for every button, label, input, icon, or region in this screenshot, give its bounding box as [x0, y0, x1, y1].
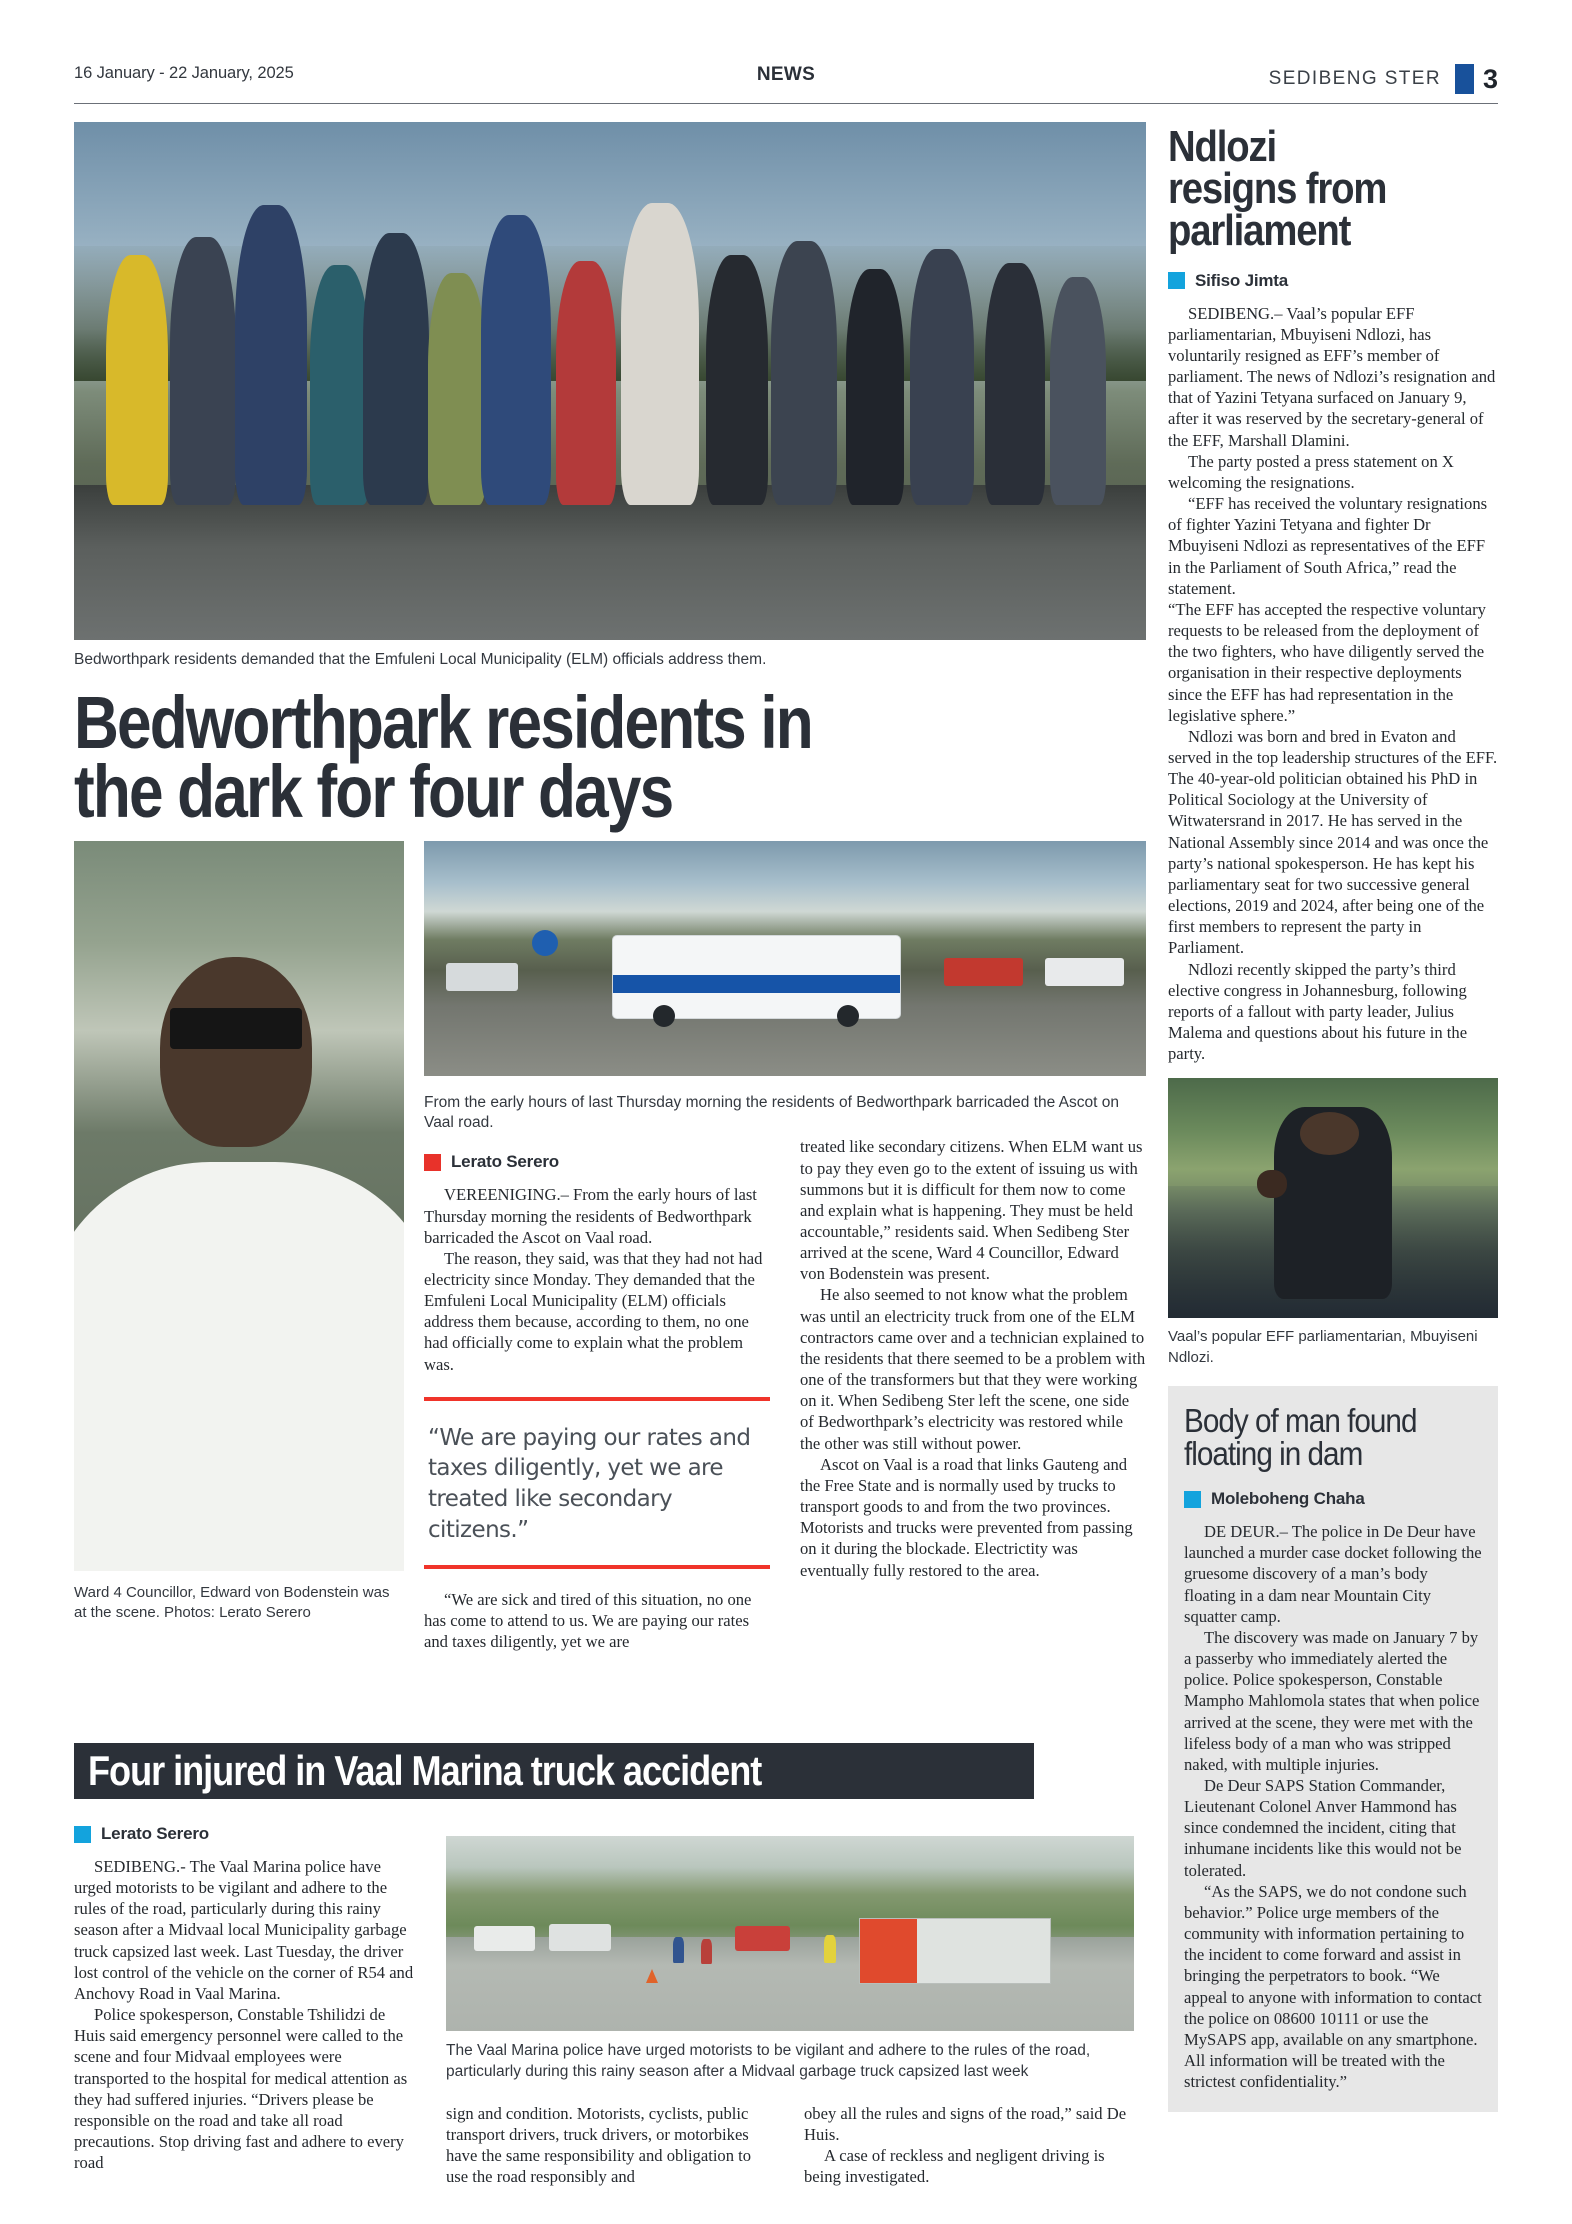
dam-story-headline [1184, 1401, 1482, 1473]
sunglasses-icon [170, 1008, 302, 1048]
paragraph: A case of reckless and negligent driving is being investigated. [804, 2146, 1105, 2187]
truck-photo-caption: The Vaal Marina police have urged motorists to be vigilant and adhere to the rules of the road, particularly during this rainy season after a Midvaal garbage truck capsized last week [446, 2042, 1091, 2081]
crowd-figure [1050, 277, 1106, 505]
byline-lerato-serero-bottom [74, 1824, 414, 1844]
byline-lerato-serero [424, 1152, 770, 1172]
bottom-story-column-2 [446, 2103, 774, 2188]
dam-article-body [1184, 1521, 1482, 2092]
parked-vehicle [474, 1926, 536, 1951]
right-sidebar-column [1168, 122, 1498, 2112]
raised-fist-icon [1257, 1170, 1287, 1199]
crowd-figure [428, 273, 486, 505]
paragraph: The reason, they said, was that they had not had electricity since Monday. They demanded that the Emfuleni Local Municipality (ELM) officials address them because, according to them, no one had officially come to explain what the problem was. [424, 1248, 763, 1374]
masthead-right-group [1269, 64, 1498, 94]
parked-car [1045, 958, 1124, 986]
paragraph: Police spokesperson, Constable Tshilidzi de Huis said emergency personnel were called to the scene and four Midvaal employees were transported to the hospital for medical attention as they had suffered injuries. “Drivers please be responsible on the road and take all road precautions. Stop driving fast and adhere to every road [74, 2005, 408, 2173]
byline-author-name: Moleboheng Chaha [1211, 1489, 1365, 1509]
pull-quote-text: “We are paying our rates and taxes diligently, yet we are treated like secondary citizens.” [428, 1424, 751, 1543]
hero-photo-protest-crowd [74, 122, 1146, 640]
paragraph: obey all the rules and signs of the road,” said De Huis. [804, 2104, 1127, 2145]
person-figure [824, 1935, 836, 1963]
police-vehicle [612, 935, 901, 1020]
police-officer-figure [363, 233, 429, 505]
portrait-photo-caption: Ward 4 Councillor, Edward von Bodenstein was at the scene. Photos: Lerato Serero [74, 1583, 390, 1621]
article-body-col2 [800, 1134, 1146, 1580]
main-content-area [74, 122, 1146, 1652]
road-sign-icon [532, 930, 558, 956]
headline-line-2: the dark for four days [74, 749, 673, 833]
byline-author-name: Sifiso Jimta [1195, 270, 1289, 290]
ndlozi-headline [1168, 122, 1498, 256]
page-number: 3 [1482, 64, 1498, 94]
portrait-head [160, 957, 312, 1147]
traffic-cone-icon [646, 1969, 658, 1983]
person-figure [701, 1939, 712, 1964]
parked-car [446, 963, 518, 991]
crowd-figure [706, 255, 768, 505]
paragraph: “The EFF has accepted the respective voluntary requests to be released from the deployment of the two fighters, who have diligently served the organisation in their respective deployments since the EFF has had representation in the legislative sphere.” [1168, 599, 1486, 725]
councillor-portrait-photo [74, 841, 404, 1571]
paragraph: SEDIBENG.- The Vaal Marina police have urged motorists to be vigilant and adhere to the rules of the road, particularly during this rainy season after a Midvaal local Municipality garbage truck capsized last week. Last Tuesday, the driver lost control of the vehicle on the corner of R54 and Anchovy Road in Vaal Marina. [74, 1857, 414, 2003]
truck-accident-photo [446, 1836, 1134, 2031]
bottom-article-body-col3 [804, 2103, 1132, 2188]
parked-car [944, 958, 1023, 986]
vehicle-stripe [613, 975, 900, 993]
byline-sifiso-jimta [1168, 271, 1498, 291]
ndlozi-head [1300, 1112, 1359, 1155]
paragraph: VEREENIGING.– From the early hours of last Thursday morning the residents of Bedworthpark barricaded the Ascot on Vaal road. [424, 1185, 757, 1247]
paragraph: Ndlozi recently skipped the party’s third elective congress in Johannesburg, following reports of a fallout with party leader, Julius Malema and questions about his future in the party. [1168, 959, 1468, 1064]
paragraph: The discovery was made on January 7 by a passerby who immediately alerted the police. Police spokesperson, Constable Mampho Mahlomola states that when police arrived at the scene, they were met with the lifeless body of a man who was stripped naked, with multiple injuries. [1184, 1627, 1480, 1774]
paragraph: The party posted a press statement on X welcoming the resignations. [1168, 451, 1454, 492]
parked-vehicle [549, 1924, 611, 1951]
crowd-figure [771, 241, 837, 505]
bottom-story-title: Four injured in Vaal Marina truck accident [88, 1747, 762, 1794]
byline-accent-square [74, 1826, 91, 1843]
paragraph: “We are sick and tired of this situation, no one has come to attend to us. We are paying our rates and taxes diligently, yet we are [424, 1590, 752, 1652]
photo-road-layer [74, 485, 1146, 640]
headline-line-3: parliament [1168, 206, 1351, 256]
crowd-figure [846, 269, 904, 505]
bottom-article-body-col2 [446, 2103, 774, 2188]
publication-name: SEDIBENG STER [1268, 68, 1441, 89]
ndlozi-photo [1168, 1078, 1498, 1318]
byline-accent-square [424, 1154, 441, 1171]
byline-author-name: Lerato Serero [451, 1152, 559, 1172]
article-column-2 [800, 1134, 1146, 1652]
person-figure [673, 1937, 684, 1963]
article-column-1 [424, 1134, 770, 1652]
headline-line-2: floating in dam [1184, 1435, 1363, 1473]
byline-moleboheng-chaha [1184, 1489, 1482, 1509]
crowd-figure [910, 249, 974, 505]
pull-quote-box [424, 1397, 770, 1569]
main-article-columns [424, 1093, 1146, 1653]
police-officer-figure [481, 215, 551, 505]
paragraph: sign and condition. Motorists, cyclists, public transport drivers, truck drivers, or motorbikes have the same responsibility and obligation to use the road responsibly and [446, 2104, 752, 2187]
paragraph: “EFF has received the voluntary resignations of fighter Yazini Tetyana and fighter Dr Mbuyiseni Ndlozi as representatives of the EFF in the Parliament of South Africa,” read the statement. [1168, 494, 1488, 598]
byline-accent-square [1168, 272, 1185, 289]
article-body-col1 [424, 1184, 770, 1374]
headline-line-1: Ndlozi [1168, 122, 1277, 171]
headline-line-1: Body of man found [1184, 1401, 1417, 1439]
headline-line-1: Bedworthpark residents in [74, 680, 812, 764]
capsized-garbage-truck [859, 1918, 1052, 1984]
truck-cab [860, 1919, 917, 1983]
page-headline [74, 680, 1218, 833]
bottom-story-lower-columns [446, 2103, 1134, 2188]
road-photo-caption: From the early hours of last Thursday morning the residents of Bedworthpark barricaded the Ascot on Vaal road. [424, 1093, 1119, 1132]
paragraph: SEDIBENG.– Vaal’s popular EFF parliamentarian, Mbuyiseni Ndlozi, has voluntarily resigned as EFF’s member of parliament. The news of Ndlozi’s resignation and that of Yazini Tetyana surfaced on January 9, after it was reserved by the secretary-general of the EFF, Marshall Dlamini. [1168, 303, 1496, 450]
ndlozi-article-body [1168, 303, 1498, 1065]
page-number-accent-block [1455, 64, 1474, 94]
crowd-figure [556, 261, 616, 505]
bottom-story-column-1 [74, 1818, 414, 2173]
paragraph: treated like secondary citizens. When ELM want us to pay they even go to the extent of issuing us with summons but it is difficult for them now to come and explain what is happening. They must be held accountable,” residents said. When Sedibeng Ster arrived at the scene, Ward 4 Councillor, Edward von Bodenstein was present. [800, 1137, 1143, 1284]
paragraph: DE DEUR.– The police in De Deur have launched a murder case docket following the gruesome discovery of a man’s body floating in a dam near Mountain City squatter camp. [1184, 1522, 1482, 1626]
headline-line-2: resigns from [1168, 164, 1387, 214]
ndlozi-photo-caption: Vaal’s popular EFF parliamentarian, Mbuyiseni Ndlozi. [1168, 1328, 1478, 1366]
issue-date: 16 January - 22 January, 2025 [74, 64, 294, 82]
emergency-vehicle [735, 1926, 790, 1951]
paragraph: Ascot on Vaal is a road that links Gauteng and the Free State and is normally used by trucks to transport goods to and from the two provinces. Motorists and trucks were prevented from passing on it during the blockade. Electrictity was eventually fully restored to the area. [800, 1454, 1133, 1580]
paragraph: He also seemed to not know what the problem was until an electricity truck from one of the ELM contractors came over and a technician explained to the residents that there seemed to be a problem with one of the transformers but that they were working on it. When Sedibeng Ster left the scene, one side of Bedworthpark’s electricity was restored while the other was still without power. [800, 1285, 1146, 1453]
secondary-media-row [74, 841, 1146, 1652]
byline-author-name: Lerato Serero [101, 1824, 209, 1843]
section-label: NEWS [756, 64, 816, 85]
crowd-figure [170, 237, 236, 505]
bottom-article-body-col1 [74, 1856, 414, 2173]
bottom-story-title-bar [74, 1743, 1034, 1799]
masthead [74, 64, 1498, 104]
portrait-shirt [74, 1162, 404, 1571]
paragraph: De Deur SAPS Station Commander, Lieutenant Colonel Anver Hammond has since condemned the incident, citing that inhumane incidents like this would not be tolerated. [1184, 1776, 1462, 1880]
police-officer-figure [235, 205, 307, 505]
road-blockade-photo [424, 841, 1146, 1076]
vehicle-wheel [653, 1005, 675, 1027]
resident-speaker-figure [621, 203, 699, 505]
crowd-figure [310, 265, 370, 505]
paragraph: Ndlozi was born and bred in Evaton and served in the top leadership structures of the EFF. The 40-year-old politician obtained his PhD in Political Sociology at the University of Witwatersrand in 2017. He has served in the National Assembly since 2014 and was once the party’s national spokesperson. He has kept his parliamentary seat for two successive general elections, 2019 and 2024, after being one of the first members to represent the party in Parliament. [1168, 726, 1498, 958]
two-column-body [424, 1134, 1146, 1652]
dam-story-box [1168, 1386, 1498, 2113]
article-body-col1-after-quote [424, 1589, 770, 1652]
byline-accent-square [1184, 1491, 1201, 1508]
crowd-figure [106, 255, 168, 505]
paragraph: “As the SAPS, we do not condone such behavior.” Police urge members of the community with information pertaining to the incident to come forward and assist in bringing the perpetrators to book. “We appeal to anyone with information to contact the police on 08600 10111 or use the MySAPS app, available on any smartphone. All information will be treated with the strictest confidentiality.” [1184, 1881, 1482, 2092]
bottom-story-column-3 [804, 2103, 1132, 2188]
crowd-figure [985, 263, 1045, 505]
hero-photo-caption: Bedworthpark residents demanded that the Emfuleni Local Municipality (ELM) officials address them. [74, 651, 767, 668]
